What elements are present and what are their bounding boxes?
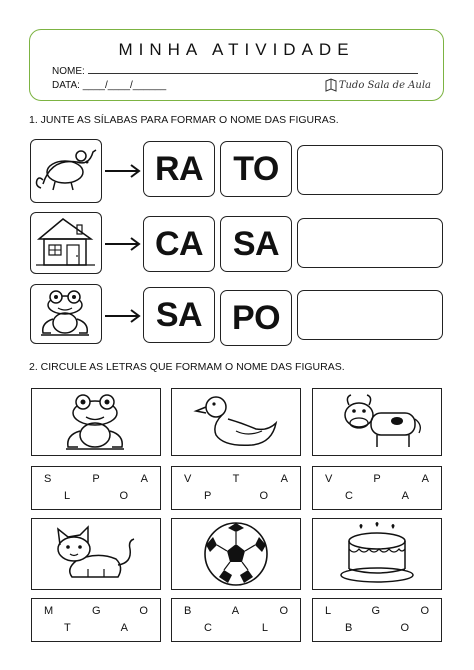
header-frame bbox=[29, 29, 444, 101]
mouse-icon bbox=[31, 140, 100, 201]
letter[interactable]: S bbox=[44, 473, 52, 485]
syllable-box: SA bbox=[220, 216, 292, 272]
letter[interactable]: O bbox=[420, 605, 429, 617]
syllable-box: PO bbox=[220, 290, 292, 346]
letters-box[interactable] bbox=[171, 598, 301, 642]
letter[interactable]: B bbox=[345, 622, 353, 634]
letter[interactable]: L bbox=[325, 605, 332, 617]
date-blanks[interactable]: ____/____/______ bbox=[82, 80, 167, 91]
name-line[interactable] bbox=[88, 65, 418, 74]
letter[interactable]: L bbox=[64, 490, 71, 502]
cat-icon bbox=[32, 519, 159, 588]
section1-instruction: 1. JUNTE AS SÍLABAS PARA FORMAR O NOME DAS FIGURAS. bbox=[29, 114, 339, 126]
cake-picture bbox=[312, 518, 442, 590]
letter[interactable]: O bbox=[139, 605, 148, 617]
answer-box[interactable] bbox=[297, 290, 443, 340]
letter[interactable]: A bbox=[421, 473, 429, 485]
arrow-right-icon bbox=[104, 308, 142, 324]
letters-box[interactable] bbox=[171, 466, 301, 510]
letter[interactable]: M bbox=[44, 605, 54, 617]
frog-icon bbox=[31, 285, 100, 342]
answer-box[interactable] bbox=[297, 145, 443, 195]
letter[interactable]: O bbox=[119, 490, 128, 502]
syllable-box: RA bbox=[143, 141, 215, 197]
letter[interactable]: A bbox=[280, 473, 288, 485]
letter[interactable]: V bbox=[325, 473, 333, 485]
letter[interactable]: G bbox=[92, 605, 101, 617]
letter[interactable]: A bbox=[401, 490, 409, 502]
letters-box[interactable] bbox=[31, 598, 161, 642]
letters-box[interactable] bbox=[312, 598, 442, 642]
soccer-ball-icon bbox=[172, 519, 299, 588]
brand-text: Tudo Sala de Aula bbox=[338, 80, 431, 91]
letter[interactable]: A bbox=[231, 605, 240, 617]
book-icon bbox=[325, 78, 337, 92]
letter[interactable]: T bbox=[232, 473, 240, 485]
letters-box[interactable] bbox=[31, 466, 161, 510]
letter[interactable]: O bbox=[279, 605, 288, 617]
letter[interactable]: V bbox=[184, 473, 192, 485]
name-label: NOME: bbox=[52, 66, 85, 77]
frog-picture bbox=[30, 284, 102, 344]
cake-icon bbox=[313, 519, 440, 588]
house-picture bbox=[30, 212, 102, 274]
cat-picture bbox=[31, 518, 161, 590]
letter[interactable]: P bbox=[373, 473, 381, 485]
syllable-box: TO bbox=[220, 141, 292, 197]
date-field[interactable] bbox=[52, 80, 166, 91]
mouse-picture bbox=[30, 139, 102, 203]
letter[interactable]: O bbox=[400, 622, 409, 634]
letter[interactable]: G bbox=[371, 605, 381, 617]
name-field[interactable] bbox=[52, 65, 418, 77]
letter[interactable]: O bbox=[259, 490, 268, 502]
arrow-right-icon bbox=[104, 163, 142, 179]
soccer-ball-picture bbox=[171, 518, 301, 590]
letter[interactable]: A bbox=[120, 622, 128, 634]
letter[interactable]: P bbox=[204, 490, 212, 502]
section2-instruction: 2. CIRCULE AS LETRAS QUE FORMAM O NOME DAS FIGURAS. bbox=[29, 361, 345, 373]
arrow-right-icon bbox=[104, 236, 142, 252]
letter[interactable]: C bbox=[345, 490, 353, 502]
letter[interactable]: P bbox=[92, 473, 100, 485]
syllable-box: SA bbox=[143, 287, 215, 343]
cow-icon bbox=[313, 389, 440, 454]
brand-logo bbox=[339, 80, 431, 91]
date-label: DATA: bbox=[52, 80, 80, 91]
letters-box[interactable] bbox=[312, 466, 442, 510]
answer-box[interactable] bbox=[297, 218, 443, 268]
cow-picture bbox=[312, 388, 442, 456]
frog-icon bbox=[32, 389, 159, 454]
letter[interactable]: A bbox=[140, 473, 148, 485]
syllable-box: CA bbox=[143, 216, 215, 272]
house-icon bbox=[31, 213, 100, 272]
letter[interactable]: T bbox=[64, 622, 71, 634]
duck-picture bbox=[171, 388, 301, 456]
duck-icon bbox=[172, 389, 299, 454]
letter[interactable]: C bbox=[204, 622, 212, 634]
page-title: MINHA ATIVIDADE bbox=[118, 40, 355, 59]
letter[interactable]: L bbox=[261, 622, 268, 634]
frog-picture bbox=[31, 388, 161, 456]
letter[interactable]: B bbox=[184, 605, 192, 617]
